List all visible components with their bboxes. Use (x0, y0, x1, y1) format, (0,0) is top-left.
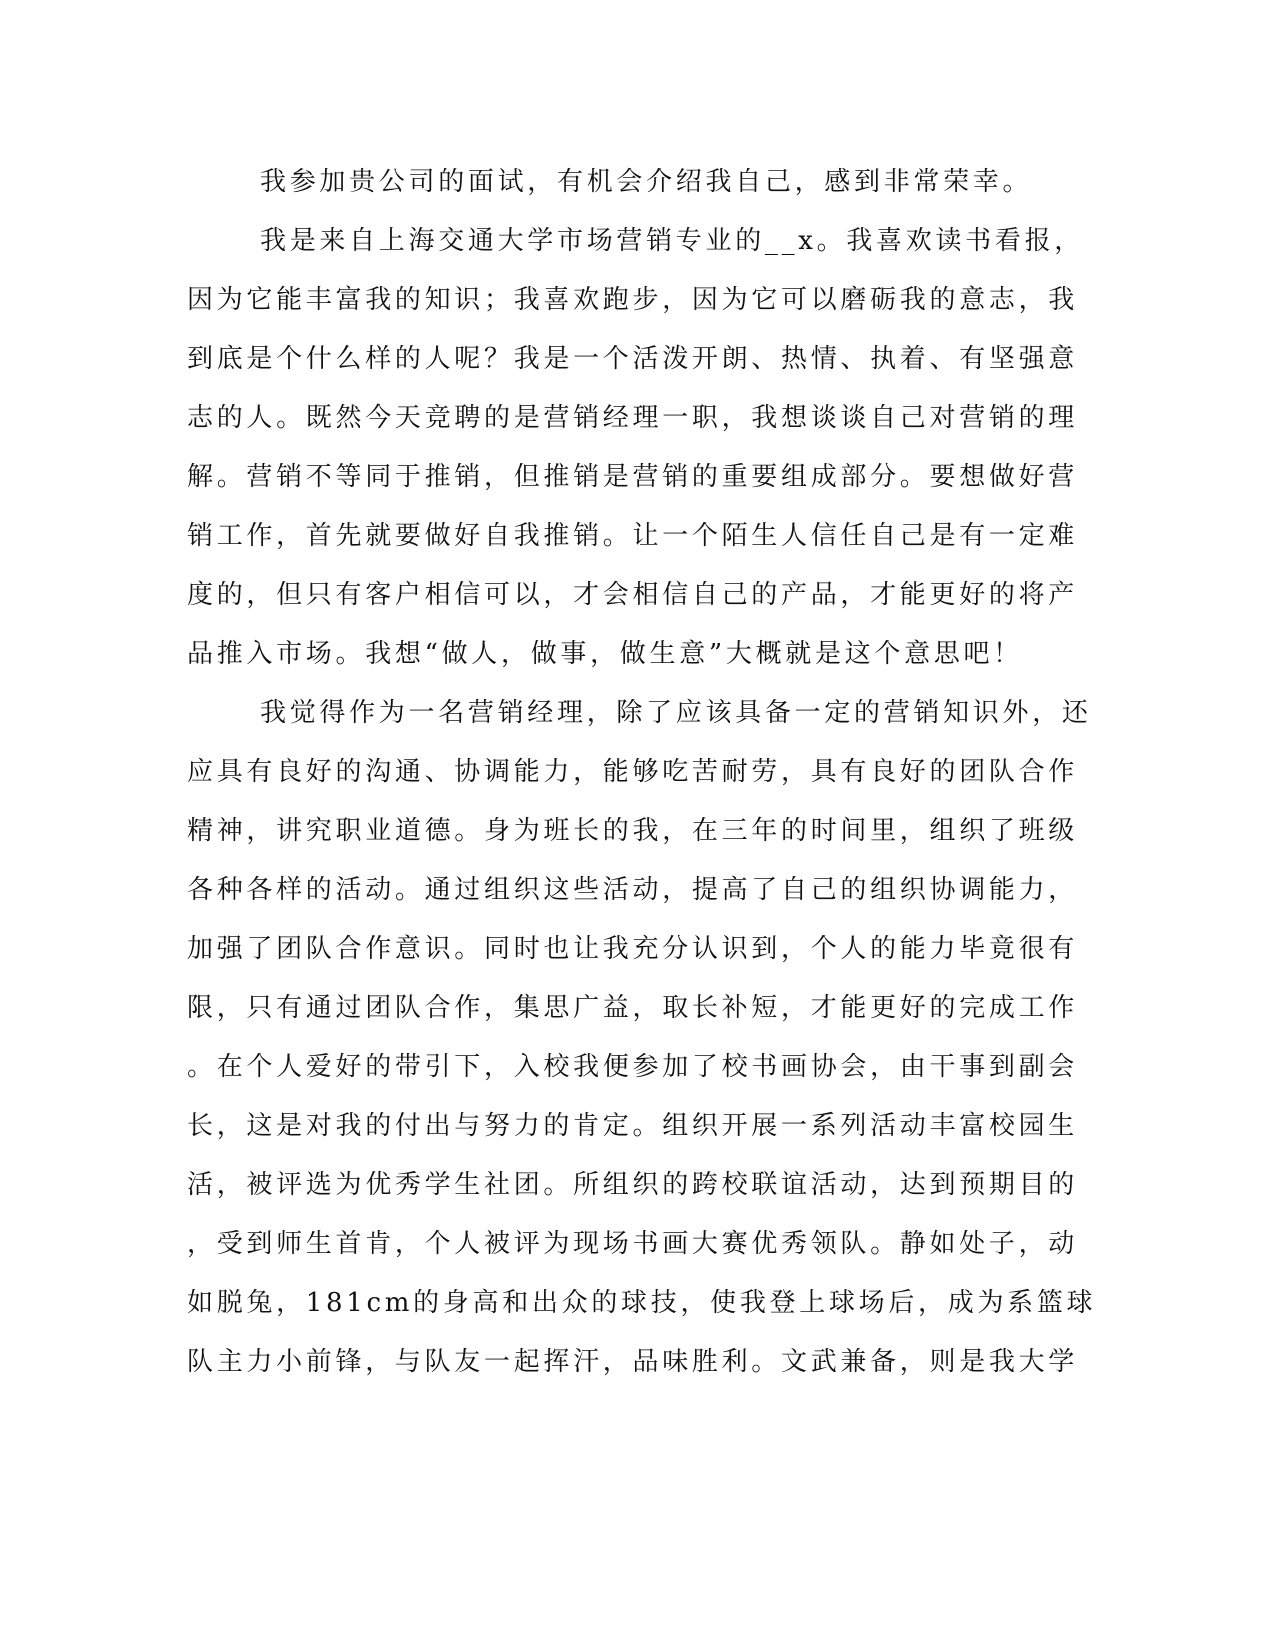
paragraph-2-line-8: 品推入市场。我想“做人，做事，做生意”大概就是这个意思吧！ (187, 639, 1023, 669)
paragraph-3-line-8: 长，这是对我的付出与努力的肯定。组织开展一系列活动丰富校园生 (187, 1111, 1079, 1141)
paragraph-3-line-6: 限，只有通过团队合作，集思广益，取长补短，才能更好的完成工作 (187, 993, 1079, 1023)
paragraph-3-line-11: 如脱兔，181cm的身高和出众的球技，使我登上球场后，成为系篮球 (187, 1288, 1097, 1318)
paragraph-3-line-5: 加强了团队合作意识。同时也让我充分认识到，个人的能力毕竟很有 (187, 934, 1079, 964)
paragraph-2-line-5: 解。营销不等同于推销，但推销是营销的重要组成部分。要想做好营 (187, 462, 1079, 492)
paragraph-1-line-1: 我参加贵公司的面试，有机会介绍我自己，感到非常荣幸。 (260, 167, 1033, 197)
paragraph-3-line-12: 队主力小前锋，与队友一起挥汗，品味胜利。文武兼备，则是我大学 (187, 1347, 1079, 1377)
paragraph-2-line-6: 销工作，首先就要做好自我推销。让一个陌生人信任自己是有一定难 (187, 521, 1079, 551)
paragraph-3-line-1: 我觉得作为一名营销经理，除了应该具备一定的营销知识外，还 (260, 698, 1092, 728)
paragraph-2-line-1: 我是来自上海交通大学市场营销专业的__x。我喜欢读书看报， (260, 226, 1084, 256)
paragraph-3-line-9: 活，被评选为优秀学生社团。所组织的跨校联谊活动，达到预期目的 (187, 1170, 1079, 1200)
paragraph-3-line-3: 精神，讲究职业道德。身为班长的我，在三年的时间里，组织了班级 (187, 816, 1079, 846)
paragraph-3-line-4: 各种各样的活动。通过组织这些活动，提高了自己的组织协调能力， (187, 875, 1079, 905)
paragraph-2-line-4: 志的人。既然今天竞聘的是营销经理一职，我想谈谈自己对营销的理 (187, 403, 1079, 433)
paragraph-3-line-2: 应具有良好的沟通、协调能力，能够吃苦耐劳，具有良好的团队合作 (187, 757, 1079, 787)
paragraph-2-line-7: 度的，但只有客户相信可以，才会相信自己的产品，才能更好的将产 (187, 580, 1079, 610)
paragraph-3-line-7: 。在个人爱好的带引下，入校我便参加了校书画协会，由干事到副会 (187, 1052, 1079, 1082)
paragraph-2-line-3: 到底是个什么样的人呢？我是一个活泼开朗、热情、执着、有坚强意 (187, 344, 1079, 374)
paragraph-3-line-10: ，受到师生首肯，个人被评为现场书画大赛优秀领队。静如处子，动 (187, 1229, 1079, 1259)
paragraph-2-line-2: 因为它能丰富我的知识；我喜欢跑步，因为它可以磨砺我的意志，我 (187, 285, 1079, 315)
